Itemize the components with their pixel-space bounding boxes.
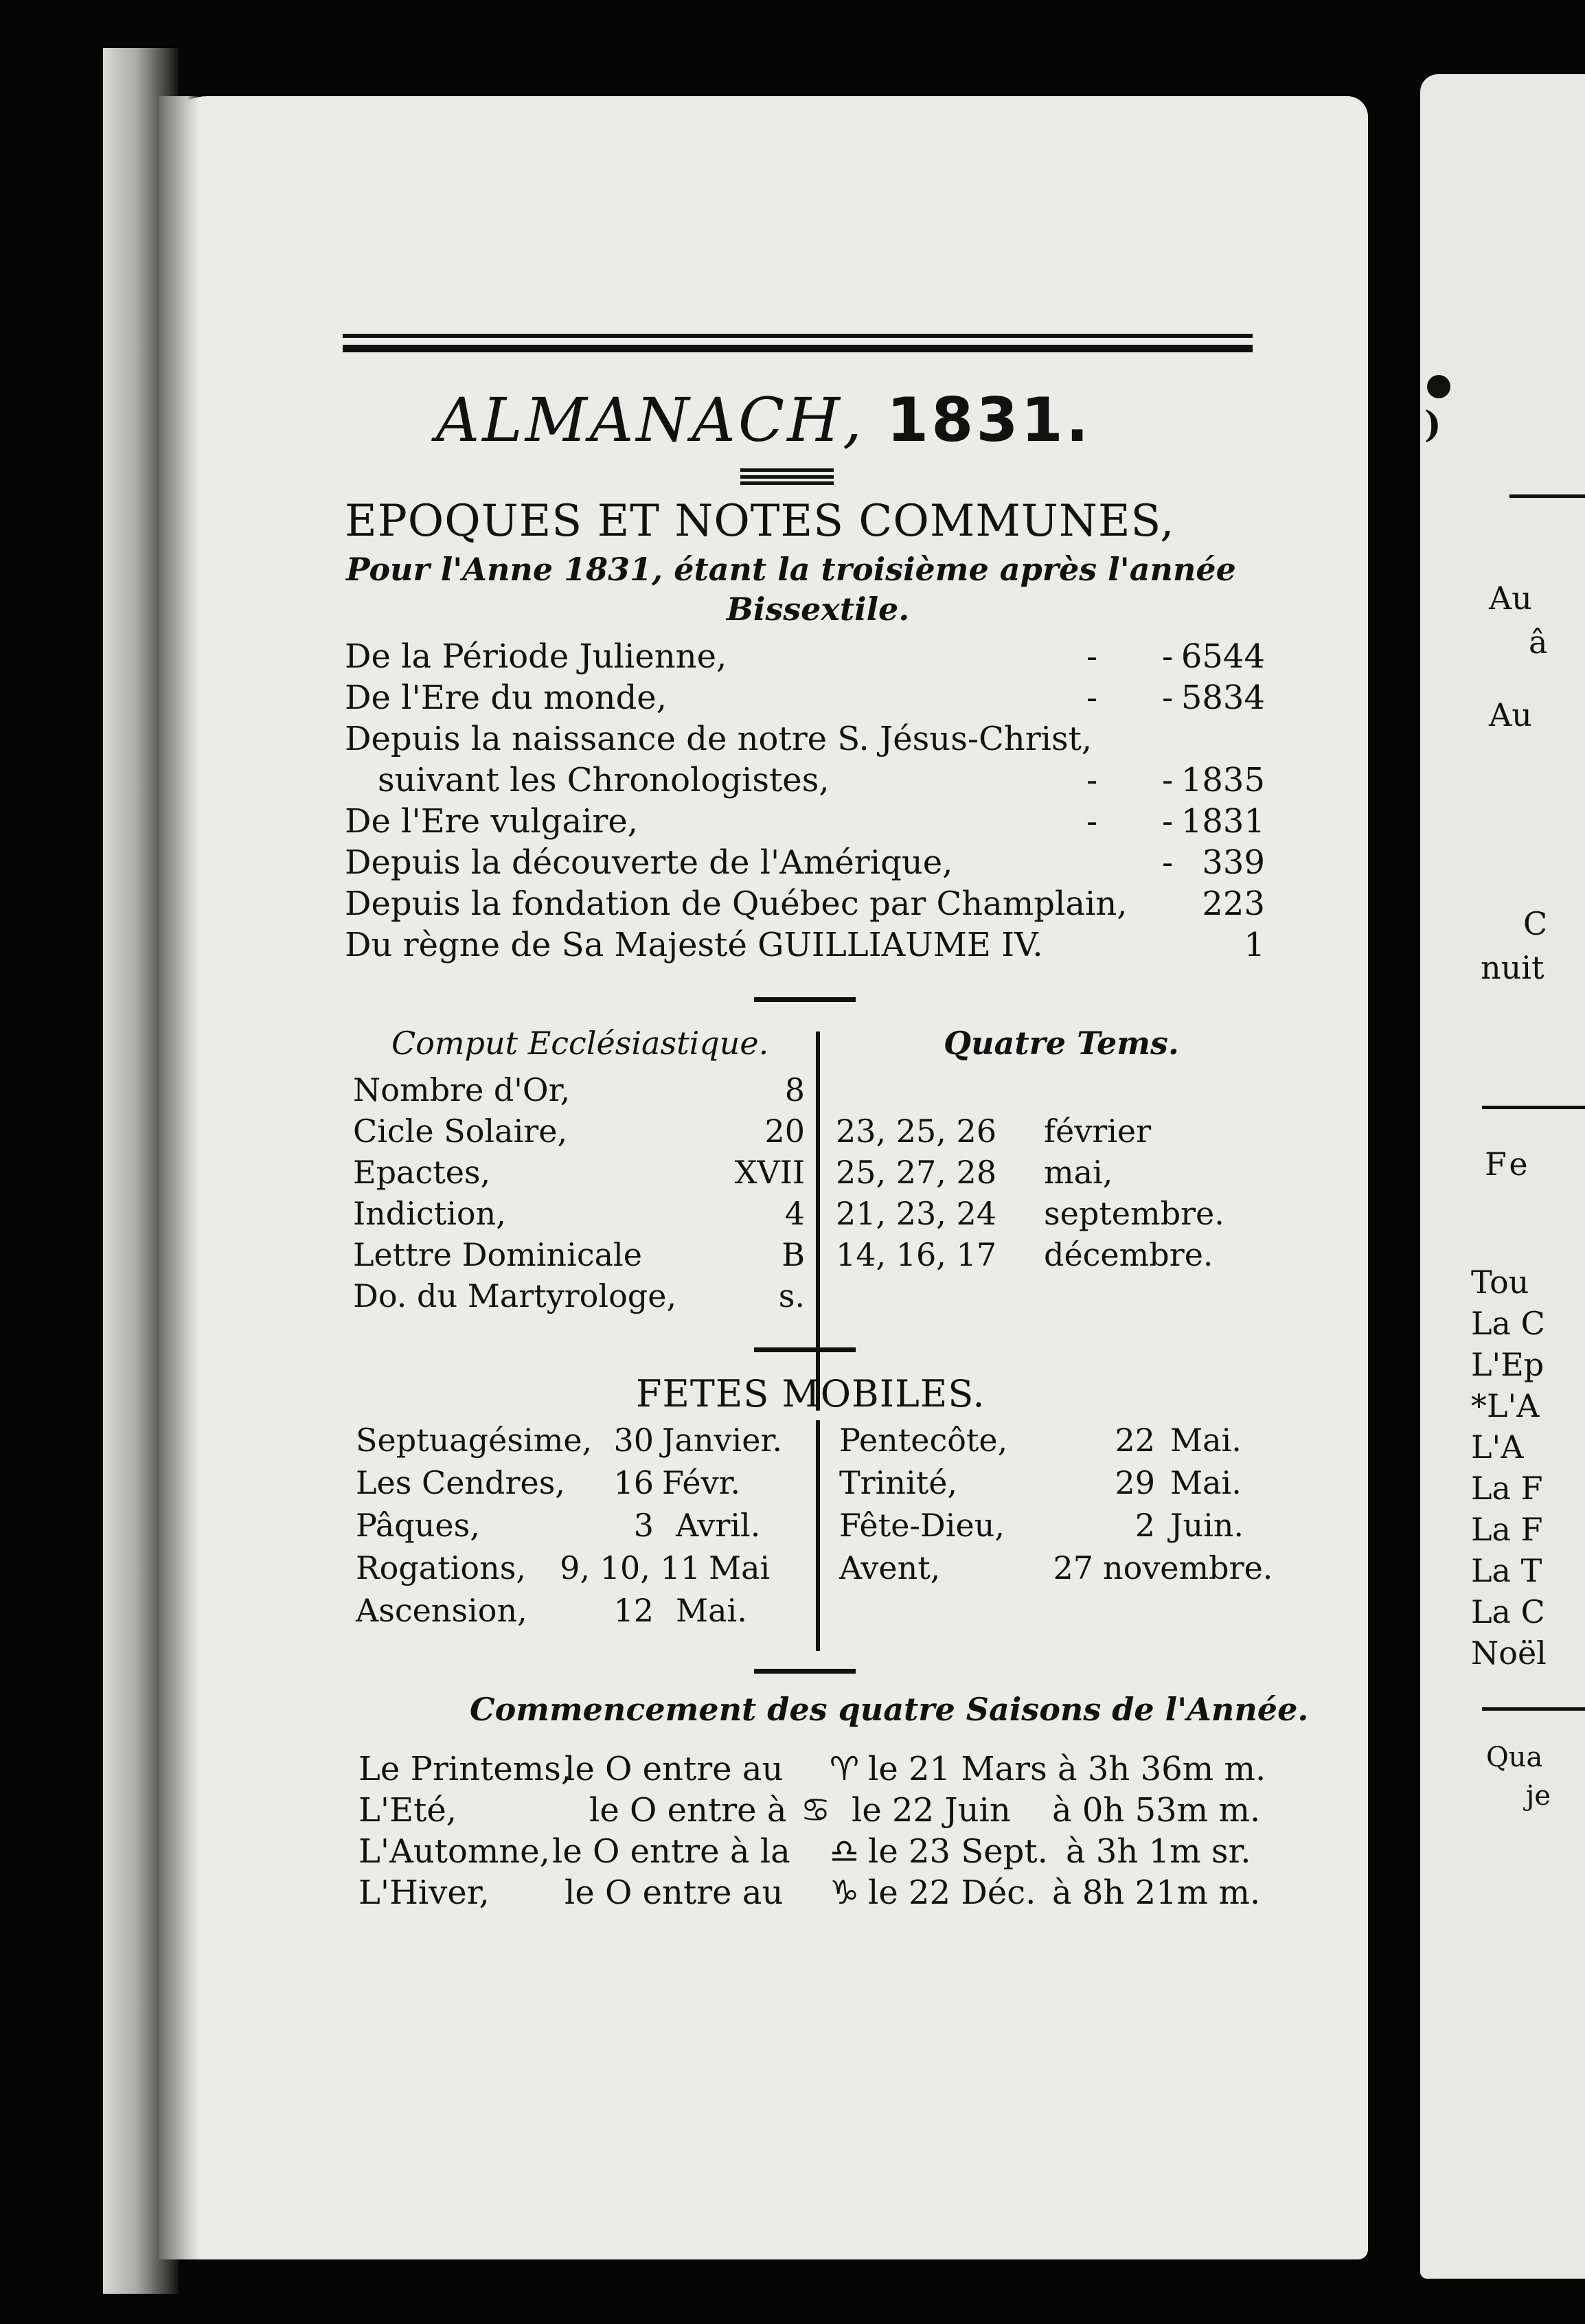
fete-name: Rogations, <box>356 1549 526 1586</box>
fete-name: Les Cendres, <box>356 1464 565 1501</box>
comput-value: 8 <box>784 1071 805 1108</box>
section-divider <box>754 1347 856 1352</box>
quatre-tems-month: mai, <box>1044 1154 1113 1191</box>
saison-row: L'Eté, le O entre à ♋ le 22 Juin à 0h 53m m. <box>358 1791 1261 1830</box>
fragment-text: â <box>1529 624 1548 661</box>
epoque-row: De la Période Julienne, - - 6544 <box>345 637 1265 676</box>
epoque-row: Depuis la découverte de l'Amérique, - 339 <box>345 843 1265 882</box>
fragment-text: Au <box>1489 696 1532 733</box>
libra-icon: ♎ <box>830 1832 860 1871</box>
page-title <box>159 385 1368 455</box>
fete-day: 9, 10, 11 <box>560 1549 700 1586</box>
quatre-tems-month: décembre. <box>1044 1236 1213 1273</box>
fete-month: Mai <box>709 1549 771 1586</box>
fete-day: 22 <box>1115 1422 1155 1459</box>
fragment-text: Noël <box>1471 1634 1547 1672</box>
fragment-text: L'Ep <box>1471 1346 1544 1383</box>
comput-value: 20 <box>764 1113 805 1150</box>
fete-month: Janvier. <box>662 1422 782 1459</box>
epoques-intro-line2: Bissextile. <box>727 591 910 628</box>
fete-name: Septuagésime, <box>356 1422 593 1459</box>
saison-row: L'Hiver, le O entre au ♑ le 22 Déc. à 8h 21m m. <box>358 1873 1261 1912</box>
aries-icon: ♈ <box>830 1750 860 1788</box>
moon-phase-icon <box>1427 375 1450 398</box>
epoque-row: De l'Ere vulgaire, - - 1831 <box>345 802 1265 841</box>
fete-name: Pâques, <box>356 1507 480 1544</box>
comput-value: 4 <box>784 1195 805 1232</box>
section-divider <box>754 1669 856 1674</box>
comput-label: Do. du Martyrologe, <box>353 1277 677 1314</box>
fragment-text: La F <box>1471 1470 1543 1507</box>
fragment-text: nuit <box>1481 949 1544 986</box>
epoques-heading: EPOQUES ET NOTES COMMUNES, <box>345 496 1175 547</box>
fragment-text: La C <box>1471 1305 1545 1342</box>
saisons-heading: Commencement des quatre Saisons de l'Année. <box>470 1691 1309 1728</box>
comput-label: Cicle Solaire, <box>353 1113 568 1150</box>
epoque-row: De l'Ere du monde, - - 5834 <box>345 679 1265 717</box>
almanac-page <box>159 96 1368 2259</box>
fete-day: 12 <box>613 1592 654 1629</box>
comput-label: Nombre d'Or, <box>353 1071 571 1108</box>
fragment-text: C <box>1523 905 1548 942</box>
quatre-tems-days: 21, 23, 24 <box>836 1195 997 1232</box>
capricorn-icon: ♑ <box>830 1873 860 1912</box>
title-word: ALMANACH, <box>435 385 865 455</box>
fete-day: 2 <box>1134 1507 1155 1544</box>
fete-month: Mai. <box>676 1592 747 1629</box>
fragment-text: Tou <box>1471 1264 1529 1301</box>
fragment-text: Fe <box>1485 1146 1532 1183</box>
saison-row: Le Printems, le O entre au ♈ le 21 Mars à 3h 36m m. <box>358 1750 1266 1788</box>
fete-name: Pentecôte, <box>839 1422 1008 1459</box>
fetes-mobiles-heading: FETES MOBILES. <box>636 1372 985 1415</box>
fete-month: Mai. <box>1170 1464 1242 1501</box>
fragment-text: La F <box>1471 1511 1543 1548</box>
ornament-rule <box>740 468 834 485</box>
comput-label: Epactes, <box>353 1154 491 1191</box>
quatre-tems-month: septembre. <box>1044 1195 1224 1232</box>
fragment-text: L'A <box>1471 1428 1524 1466</box>
fragment-text: je <box>1526 1780 1551 1812</box>
quatre-tems-days: 14, 16, 17 <box>836 1236 997 1273</box>
comput-column-rule <box>816 1032 820 1411</box>
title-year: 1831. <box>886 385 1092 455</box>
fetes-column-rule <box>816 1420 820 1651</box>
fragment-text: Au <box>1489 580 1532 617</box>
section-divider <box>1509 494 1585 498</box>
epoque-row: Du règne de Sa Majesté GUILLIAUME IV. 1 <box>345 926 1265 964</box>
comput-value: B <box>782 1236 805 1273</box>
quatre-tems-days: 25, 27, 28 <box>836 1154 997 1191</box>
section-divider <box>1482 1707 1585 1711</box>
comput-heading: Comput Ecclésiastique. <box>391 1025 769 1062</box>
fete-month: Juin. <box>1170 1507 1244 1544</box>
facing-page: ) Au â Au C nuit Fe Tou La C L'Ep *L'A L'A La F La F La T La C Noël Qua je <box>1420 74 1585 2279</box>
quatre-tems-days: 23, 25, 26 <box>836 1113 997 1150</box>
fete-name: Trinité, <box>839 1464 958 1501</box>
comput-label: Lettre Dominicale <box>353 1236 642 1273</box>
fete-day: 27 <box>1053 1549 1093 1586</box>
quatre-tems-month: février <box>1044 1113 1152 1150</box>
fete-name: Fête-Dieu, <box>839 1507 1005 1544</box>
top-double-rule <box>343 334 1253 353</box>
fragment-text: La C <box>1471 1593 1545 1630</box>
fete-month: Mai. <box>1170 1422 1242 1459</box>
epoque-row: suivant les Chronologistes, - - 1835 <box>378 761 1265 799</box>
section-divider <box>1482 1106 1585 1109</box>
fete-day: 29 <box>1115 1464 1155 1501</box>
comput-value: XVII <box>734 1154 805 1191</box>
fete-month: Févr. <box>662 1464 741 1501</box>
cancer-icon: ♋ <box>801 1791 831 1830</box>
epoque-row: Depuis la naissance de notre S. Jésus-Christ, <box>345 720 1093 758</box>
fragment-text: Qua <box>1486 1742 1543 1773</box>
comput-value: s. <box>778 1277 805 1314</box>
fete-day: 3 <box>633 1507 654 1544</box>
quatre-tems-heading: Quatre Tems. <box>944 1025 1179 1062</box>
fete-day: 30 <box>613 1422 654 1459</box>
epoque-row: Depuis la fondation de Québec par Champlain, 223 <box>345 885 1265 923</box>
section-divider <box>754 997 856 1002</box>
saison-row: L'Automne, le O entre à la ♎ le 23 Sept. à 3h 1m sr. <box>358 1832 1251 1871</box>
fete-month: novembre. <box>1103 1549 1273 1586</box>
fragment-text: La T <box>1471 1552 1542 1589</box>
epoques-intro-line1: Pour l'Anne 1831, étant la troisième après l'année <box>346 551 1236 588</box>
fete-day: 16 <box>613 1464 654 1501</box>
fete-month: Avril. <box>676 1507 761 1544</box>
fete-name: Avent, <box>839 1549 941 1586</box>
comput-label: Indiction, <box>353 1195 506 1232</box>
fete-name: Ascension, <box>356 1592 527 1629</box>
fragment-text: *L'A <box>1471 1387 1540 1424</box>
